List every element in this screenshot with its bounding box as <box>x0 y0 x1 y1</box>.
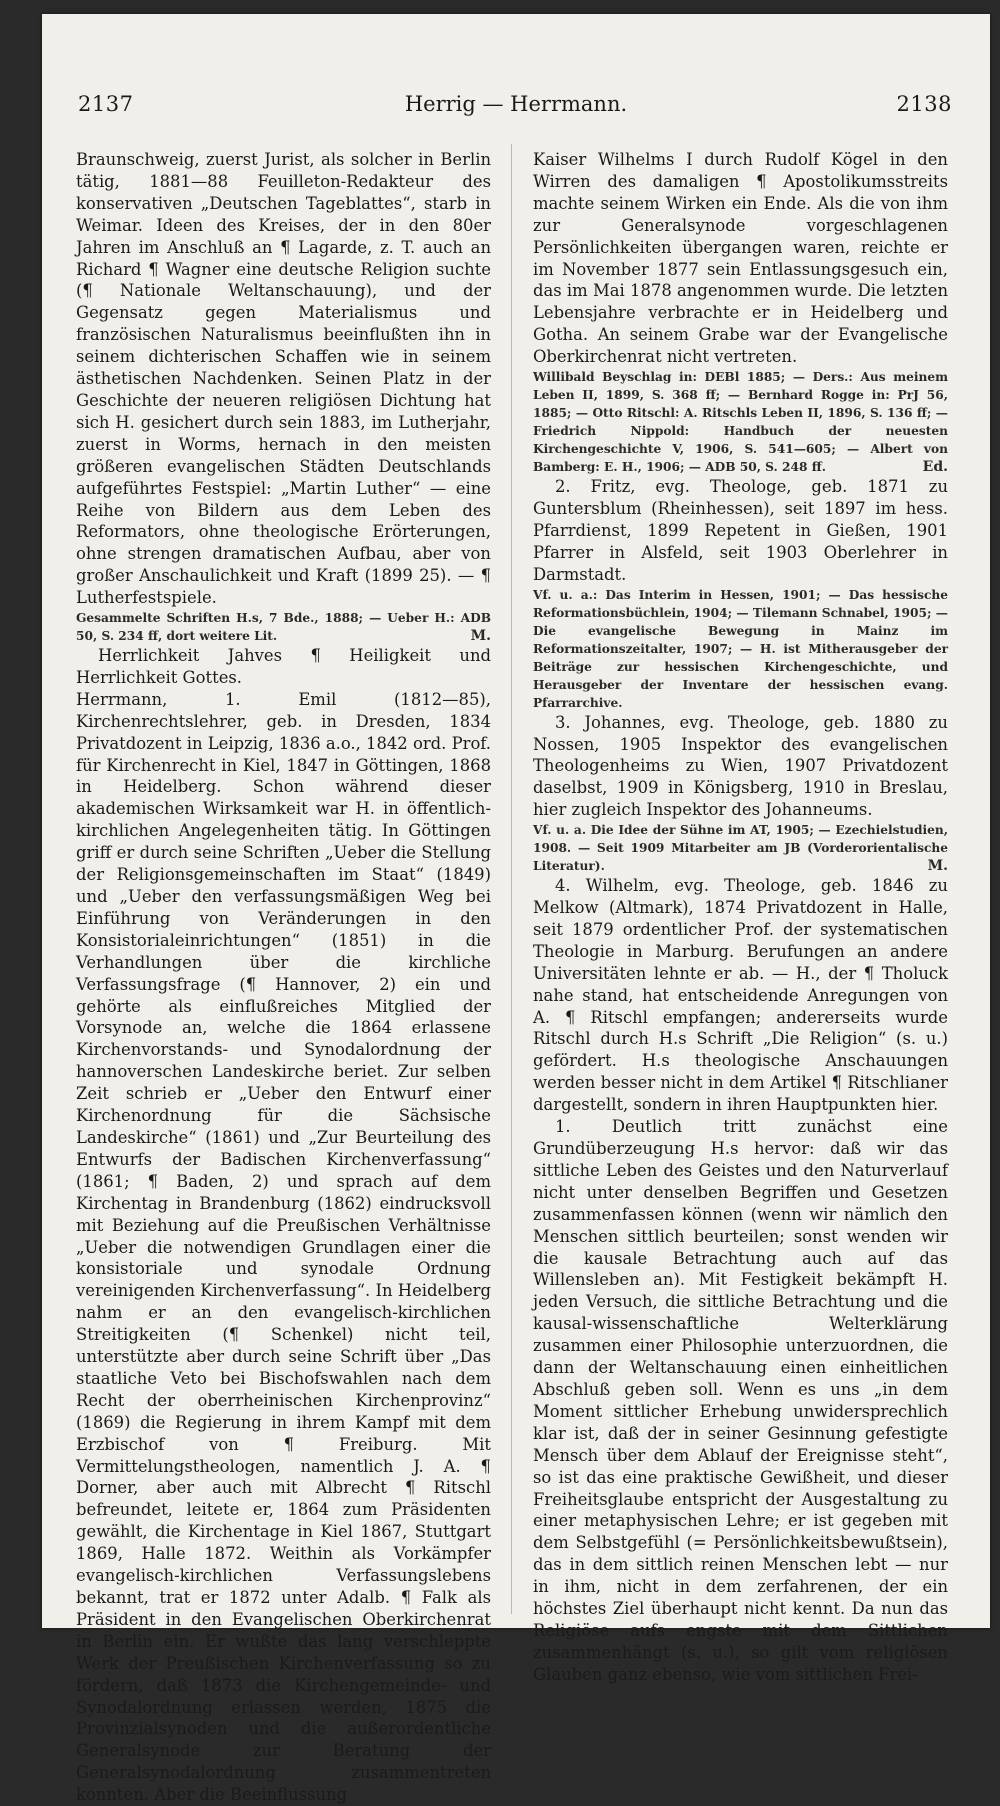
paragraph: 1. Deutlich tritt zunächst eine Grundüberzeugung H.s hervor: daß wir das sittliche Leben des Geistes und den Naturverlauf nicht unter denselben Begriffen und Gesetzen zusammenfassen können (wenn wir nämlich den Menschen sittlich beurteilen; sonst wenden wir die kausale Betrachtung auch auf das Willensleben an). Mit Festigkeit bekämpft H. jeden Versuch, die sittliche Betrachtung und die kausal-wissenschaftliche Welterklärung zusammen einer Philosophie unterzuordnen, die dann der Weltanschauung einen einheitlichen Abschluß geben soll. Wenn es uns „in dem Moment sittlicher Erhebung unwidersprechlich klar ist, daß der in seiner Gesinnung gefestigte Mensch über dem Ablauf der Ereignisse steht“, so ist das eine praktische Gewißheit, und dieser Freiheitsglaube entspricht der Ausgestaltung zu einer metaphysischen Lehre; er ist gegeben mit dem Selbstgefühl (= Persönlichkeitsbewußtsein), das in dem sittlich reinen Menschen lebt — nur in ihm, nicht in dem zerfahrenen, der ein höchstes Ziel überhaupt nicht kennt. Da nun das Religiöse aufs engste mit dem Sittlichen zusammenhängt (s. u.), so gilt vom religiösen Glauben ganz ebenso, wie vom sittlichen Frei- <box>533 1117 948 1684</box>
book-page <box>42 14 990 1805</box>
literature-note <box>533 821 948 875</box>
literature-note <box>76 609 491 645</box>
author-signature: M. <box>470 628 491 645</box>
running-title: Herrig — Herrmann. <box>404 92 628 116</box>
right-column <box>533 149 948 1684</box>
entry-herrmann-emil: Herrmann, 1. Emil (1812—85), Kirchenrechtslehrer, geb. in Dresden, 1834 Privatdozent in Leipzig, 1836 a.o., 1842 ord. Prof. für Kirchenrecht in Kiel, 1847 in Göttingen, 1868 in Heidelberg. Schon während dieser akademischen Wirksamkeit war H. in öffentlich-kirchlichen Angelegenheiten tätig. In Göttingen griff er durch seine Schriften „Ueber die Stellung der Religionsgemeinschaften im Staat“ (1849) und „Ueber den verfassungsmäßigen Weg bei Einführung von Veränderungen in den Konsistorialeinrichtungen“ (1851) in die Verhandlungen über die kirchliche Verfassungsfrage (¶ Hannover, 2) ein und gehörte als einflußreiches Mitglied der Vorsynode an, welche die 1864 erlassene Kirchenvorstands- und Synodalordnung der hannoverschen Landeskirche beriet. Zur selben Zeit schrieb er „Ueber den Entwurf einer Kirchenordnung für die Sächsische Landeskirche“ (1861) und „Zur Beurteilung des Entwurfs der Badischen Kirchenverfassung“ (1861; ¶ Baden, 2) und sprach auf dem Kirchentag in Brandenburg (1862) eindrucksvoll mit Beziehung auf die Preußischen Verhältnisse „Ueber die notwendigen Grundlagen einer die konsistoriale und synodale Ordnung vereinigenden Kirchenverfassung“. In Heidelberg nahm er an den evangelisch-kirchlichen Streitigkeiten (¶ Schenkel) nicht teil, unterstützte aber durch seine Schrift über „Das staatliche Veto bei Bischofswahlen nach dem Recht der oberrheinischen Kirchenprovinz“ (1869) die Regierung in ihrem Kampf mit dem Erzbischof von ¶ Freiburg. Mit Vermittelungstheologen, namentlich J. A. ¶ Dorner, aber auch mit Albrecht ¶ Ritschl befreundet, leitete er, 1864 zum Präsidenten gewählt, die Kirchentage in Kiel 1867, Stuttgart 1869, Halle 1872. Weithin als Vorkämpfer evangelisch-kirchlichen Verfassungslebens bekannt, trat er 1872 unter Adalb. ¶ Falk als Präsident in den Evangelischen Oberkirchenrat in Berlin ein. Er wußte das lang verschleppte Werk der Preußischen Kirchenverfassung so zu fördern, daß 1873 die Kirchengemeinde- und Synodalordnung erlassen werden, 1875 die Provinzialsynoden und die außerordentliche Generalsynode zur Beratung der Generalsynodalordnung zusammentreten konnten. Aber die Beeinflussung <box>76 689 491 1805</box>
page-number-left: 2137 <box>78 92 134 116</box>
column-divider <box>511 144 512 1614</box>
entry-herrmann-wilhelm: 4. Wilhelm, evg. Theologe, geb. 1846 zu Melkow (Altmark), 1874 Privatdozent in Halle, seit 1879 ordentlicher Prof. der systematischen Theologie in Marburg. Berufungen an andere Universitäten lehnte er ab. — H., der ¶ Tholuck nahe stand, hat entscheidende Anregungen von A. ¶ Ritschl empfangen; andererseits wurde Ritschl durch H.s Schrift „Die Religion“ (s. u.) gefördert. H.s theologische Anschauungen werden besser nicht in dem Artikel ¶ Ritschlianer dargestellt, sondern in ihren Hauptpunkten hier. <box>533 876 948 1115</box>
author-signature: Ed. <box>922 459 948 476</box>
page-number-right: 2138 <box>896 92 952 116</box>
literature-note <box>533 368 948 476</box>
page-header <box>42 92 990 122</box>
literature-note: Vf. u. a.: Das Interim in Hessen, 1901; — Das hessische Reformationsbüchlein, 1904; — Tilemann Schnabel, 1905; — Die evangelische Bewegung in Mainz im Reformationszeitalter, 1907; — H. ist Mitherausgeber der Beiträge zur hessischen Kirchengeschichte, und Herausgeber der Inventare der hessischen evang. Pfarrarchive. <box>533 587 948 710</box>
literature-text: Willibald Beyschlag in: DEBl 1885; — Ders.: Aus meinem Leben II, 1899, S. 368 ff; — Bernhard Rogge in: PrJ 56, 1885; — Otto Ritschl: A. Ritschls Leben II, 1896, S. 136 ff; — Friedrich Nippold: Handbuch der neuesten Kirchengeschichte V, 1906, S. 541—605; — Albert von Bamberg: E. H., 1906; — ADB 50, S. 248 ff. <box>533 370 948 475</box>
paragraph: Kaiser Wilhelms I durch Rudolf Kögel in den Wirren des damaligen ¶ Apostolikumsstreits machte seinem Wirken ein Ende. Als die von ihm zur Generalsynode vorgeschlagenen Persönlichkeiten übergangen waren, reichte er im November 1877 sein Entlassungsgesuch ein, das im Mai 1878 angenommen wurde. Die letzten Lebensjahre verbrachte er in Heidelberg und Gotha. An seinem Grabe war der Evangelische Oberkirchenrat nicht vertreten. <box>533 150 948 367</box>
left-column <box>76 149 491 1805</box>
literature-text: Vf. u. a. Die Idee der Sühne im AT, 1905; — Ezechielstudien, 1908. — Seit 1909 Mitarbeiter am JB (Vorderorientalische Literatur). <box>533 823 948 874</box>
entry-herrmann-johannes: 3. Johannes, evg. Theologe, geb. 1880 zu Nossen, 1905 Inspektor des evangelischen Theologenheims zu Wien, 1907 Privatdozent daselbst, 1909 in Königsberg, 1910 in Breslau, hier zugleich Inspektor des Johanneums. <box>533 712 948 820</box>
literature-text: Gesammelte Schriften H.s, 7 Bde., 1888; — Ueber H.: ADB 50, S. 234 ff, dort weitere Lit. <box>76 611 491 644</box>
paragraph: Braunschweig, zuerst Jurist, als solcher in Berlin tätig, 1881—88 Feuilleton-Redakteur des konservativen „Deutschen Tageblattes“, starb in Weimar. Ideen des Kreises, der in den 80er Jahren im Anschluß an ¶ Lagarde, z. T. auch an Richard ¶ Wagner eine deutsche Religion suchte (¶ Nationale Weltanschauung), und der Gegensatz gegen Materialismus und französischen Naturalismus beeinflußten ihn in seinem dichterischen Schaffen wie in seinem ästhetischen Nachdenken. Seinen Platz in der Geschichte der neueren religiösen Dichtung hat sich H. gesichert durch sein 1883, im Lutherjahr, zuerst in Worms, hernach in den meisten größeren evangelischen Städten Deutschlands aufgeführtes Festspiel: „Martin Luther“ — eine Reihe von Bildern aus dem Leben des Reformators, ohne theologische Erörterungen, ohne strengen dramatischen Aufbau, aber von großer Anschaulichkeit und Kraft (1899 25). — ¶ Lutherfestspiele. <box>76 150 491 608</box>
entry-crossref: Herrlichkeit Jahves ¶ Heiligkeit und Herrlichkeit Gottes. <box>76 646 491 687</box>
author-signature: M. <box>927 858 948 875</box>
entry-herrmann-fritz: 2. Fritz, evg. Theologe, geb. 1871 zu Guntersblum (Rheinhessen), seit 1897 im hess. Pfarrdienst, 1899 Repetent in Gießen, 1901 Pfarrer in Alsfeld, seit 1903 Oberlehrer in Darmstadt. <box>533 477 948 584</box>
